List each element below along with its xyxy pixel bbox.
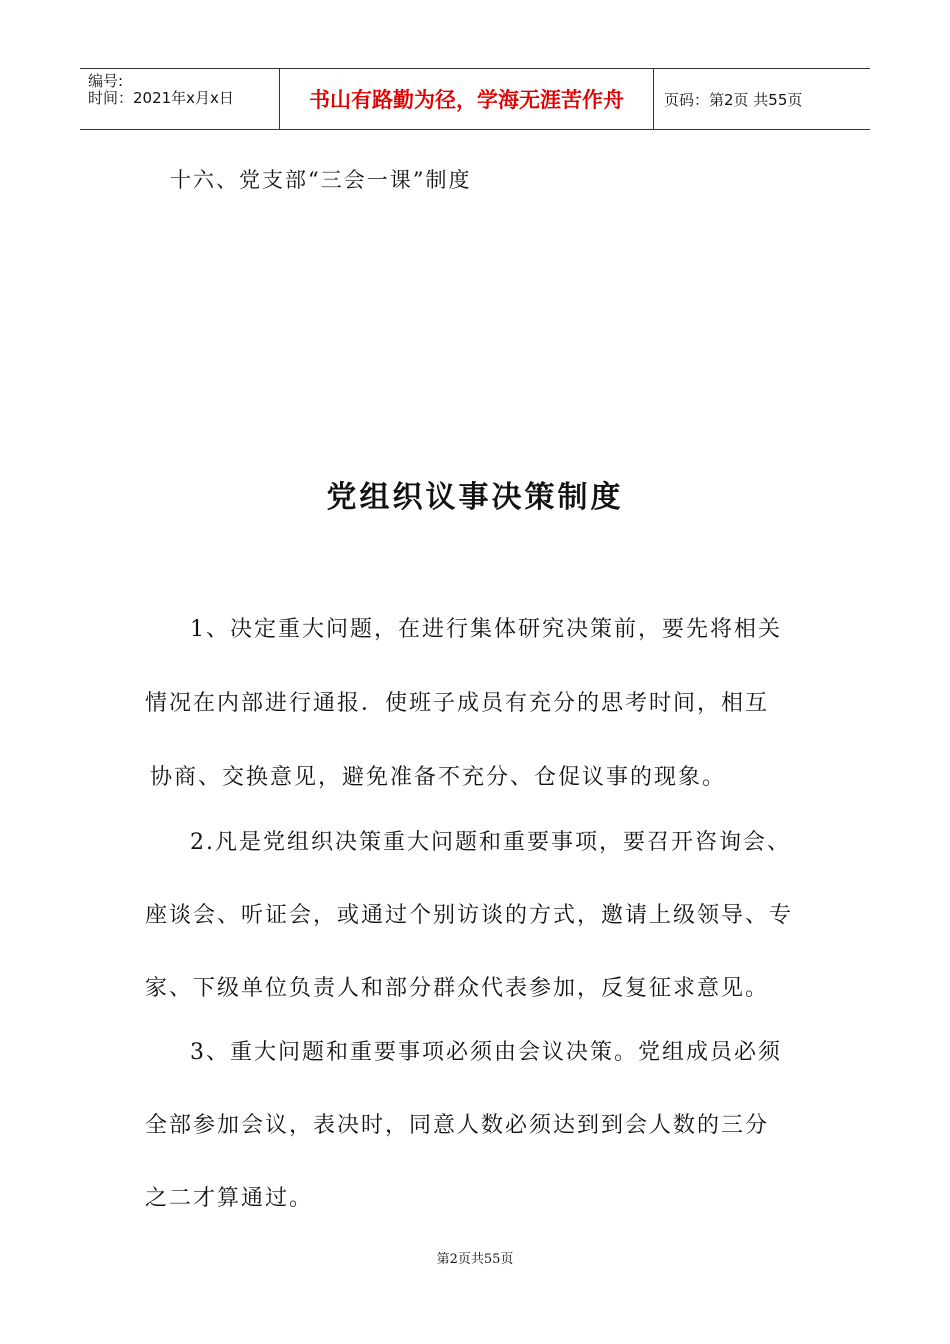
toc-entry: 十六、党支部“三会一课”制度: [170, 168, 472, 192]
page-footer: 第2页共55页: [436, 1252, 514, 1267]
paragraph-line: 3、重大问题和重要事项必须由会议决策。党组成员必须: [190, 1040, 782, 1065]
paragraph-line: 家、下级单位负责人和部分群众代表参加，反复征求意见。: [145, 976, 770, 1001]
paragraph-line: 协商、交换意见，避免准备不充分、仓促议事的现象。: [150, 765, 727, 790]
header-motto: 书山有路勤为径，学海无涯苦作舟: [280, 69, 654, 129]
header-meta: [80, 69, 280, 129]
header-page-info: 页码：第2页 共55页: [664, 90, 803, 109]
paragraph-line: 之二才算通过。: [145, 1186, 314, 1211]
paragraph-line: 全部参加会议，表决时，同意人数必须达到到会人数的三分: [145, 1113, 770, 1138]
document-number-label: 编号:: [88, 72, 124, 90]
page-header: [80, 68, 870, 130]
paragraph-line: 2.凡是党组织决策重大问题和重要事项，要召开咨询会、: [190, 830, 791, 855]
paragraph-line: 情况在内部进行通报．使班子成员有充分的思考时间，相互: [145, 691, 770, 716]
paragraph-line: 1、决定重大问题，在进行集体研究决策前，要先将相关: [190, 617, 782, 642]
document-title: 党组织议事决策制度: [326, 480, 624, 515]
document-date: 时间：2021年x月x日: [88, 89, 234, 107]
paragraph-line: 座谈会、听证会，或通过个别访谈的方式，邀请上级领导、专: [145, 903, 794, 928]
